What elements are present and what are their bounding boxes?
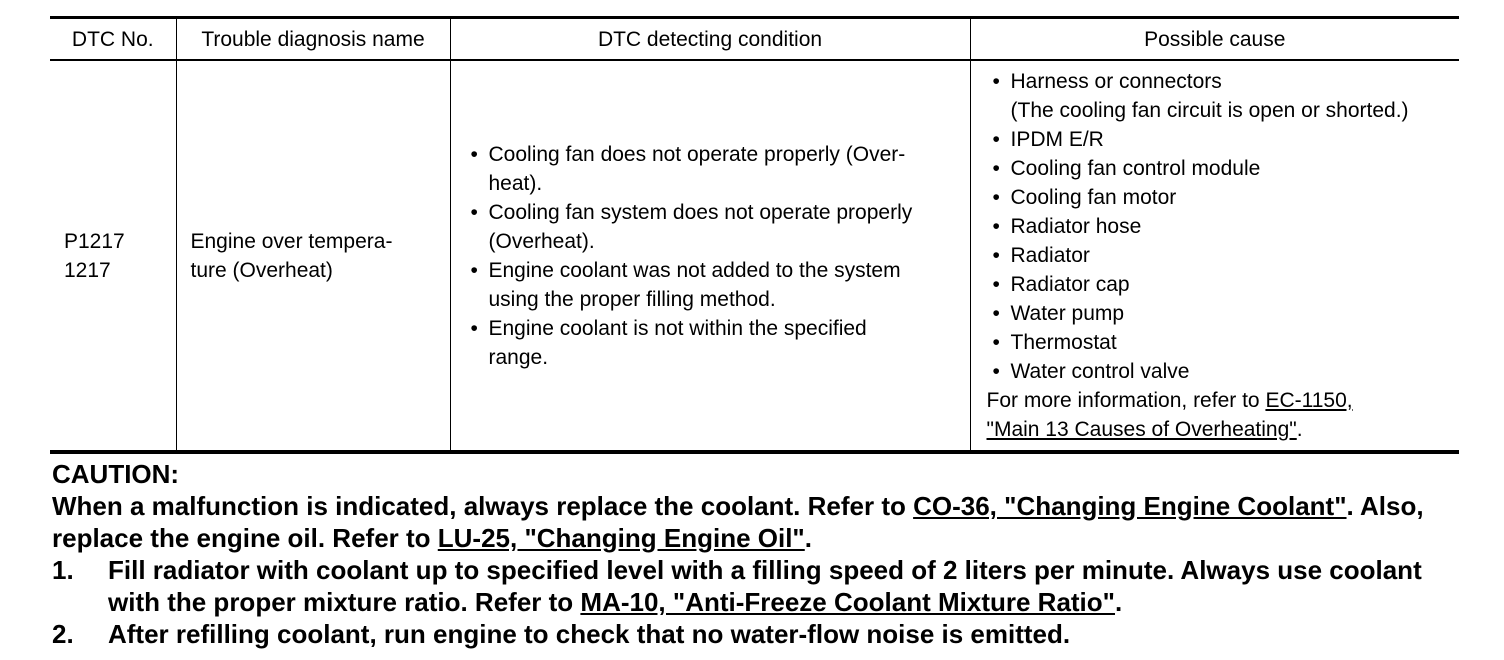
more-info-prefix: For more information, refer to — [986, 389, 1266, 412]
list-item: • Radiator — [987, 241, 1460, 270]
list-item: • Radiator hose — [987, 212, 1460, 241]
condition-list — [465, 140, 970, 372]
condition-line: • Cooling fan does not operate properly (Over- — [488, 142, 906, 166]
caution-section — [52, 458, 1462, 650]
header-trouble-diagnosis-name: Trouble diagnosis name — [176, 18, 450, 61]
diagnosis-name-line: Engine over tempera- — [190, 229, 393, 253]
list-item: • Water pump — [987, 299, 1460, 328]
more-info-suffix: . — [1296, 418, 1303, 441]
condition-line: range. — [488, 345, 549, 369]
condition-line: • Engine coolant was not added to the system — [488, 258, 901, 282]
list-item: • Water control valve — [987, 357, 1460, 386]
step-2 — [52, 618, 1462, 650]
condition-line: • Engine coolant is not within the specified — [488, 316, 867, 340]
ma-10-link[interactable]: MA-10, "Anti-Freeze Coolant Mixture Ratio" — [580, 587, 1115, 617]
condition-line: • Cooling fan system does not operate properly — [488, 200, 913, 224]
more-info-text — [987, 386, 1460, 415]
header-possible-cause: Possible cause — [970, 18, 1459, 61]
list-item — [465, 314, 970, 372]
step-number: 1. — [52, 555, 74, 585]
condition-line: using the proper filling method. — [488, 287, 776, 311]
overheating-causes-link[interactable]: "Main 13 Causes of Overheating" — [986, 418, 1297, 441]
ec-1150-link[interactable]: EC-1150, — [1265, 389, 1353, 412]
list-item — [465, 198, 970, 256]
list-item: • Cooling fan control module — [987, 154, 1460, 183]
list-item: • IPDM E/R — [987, 125, 1460, 154]
caution-heading: CAUTION: — [52, 459, 180, 489]
dtc-number-cell — [50, 60, 176, 452]
more-info-text-line2 — [987, 415, 1460, 444]
list-item: • Radiator cap — [987, 270, 1460, 299]
list-item: • Cooling fan motor — [987, 183, 1460, 212]
header-dtc-detecting-condition: DTC detecting condition — [450, 18, 970, 61]
step-text: Fill radiator with coolant up to specified level with a filling speed of 2 liters per minute. Always use coolant with the proper mixture ratio. Refer to — [108, 555, 1422, 617]
possible-cause-cell — [970, 60, 1459, 452]
dtc-code-short: 1217 — [64, 258, 111, 282]
dtc-table — [50, 16, 1459, 454]
condition-line: heat). — [488, 171, 543, 195]
dtc-code: P1217 — [64, 229, 125, 253]
detecting-condition-cell — [450, 60, 970, 452]
cause-line: (The cooling fan circuit is open or shorted.) — [1010, 99, 1409, 122]
table-row — [50, 60, 1459, 452]
caution-text: . — [804, 523, 812, 553]
table-header-row — [50, 18, 1459, 61]
step-number: 2. — [52, 619, 74, 649]
co-36-link[interactable]: CO-36, "Changing Engine Coolant" — [913, 491, 1347, 521]
caution-paragraph — [52, 490, 1462, 554]
list-item: • Thermostat — [987, 328, 1460, 357]
list-item — [465, 140, 970, 198]
diagnosis-name-line: ture (Overheat) — [190, 258, 333, 282]
step-text: After refilling coolant, run engine to check that no water-flow noise is emitted. — [108, 619, 1071, 649]
cause-line: • Harness or connectors — [1010, 70, 1222, 93]
step-suffix: . — [1115, 587, 1123, 617]
list-item — [987, 67, 1460, 125]
condition-line: (Overheat). — [488, 229, 595, 253]
caution-text: When a malfunction is indicated, always replace the coolant. Refer to — [52, 491, 914, 521]
cause-list — [987, 67, 1460, 386]
trouble-diagnosis-name-cell — [176, 60, 450, 452]
step-1 — [52, 554, 1462, 618]
caution-text: . Also, replace the engine oil. Refer to — [52, 491, 1424, 553]
list-item — [465, 256, 970, 314]
header-dtc-no: DTC No. — [50, 18, 176, 61]
lu-25-link[interactable]: LU-25, "Changing Engine Oil" — [437, 523, 805, 553]
